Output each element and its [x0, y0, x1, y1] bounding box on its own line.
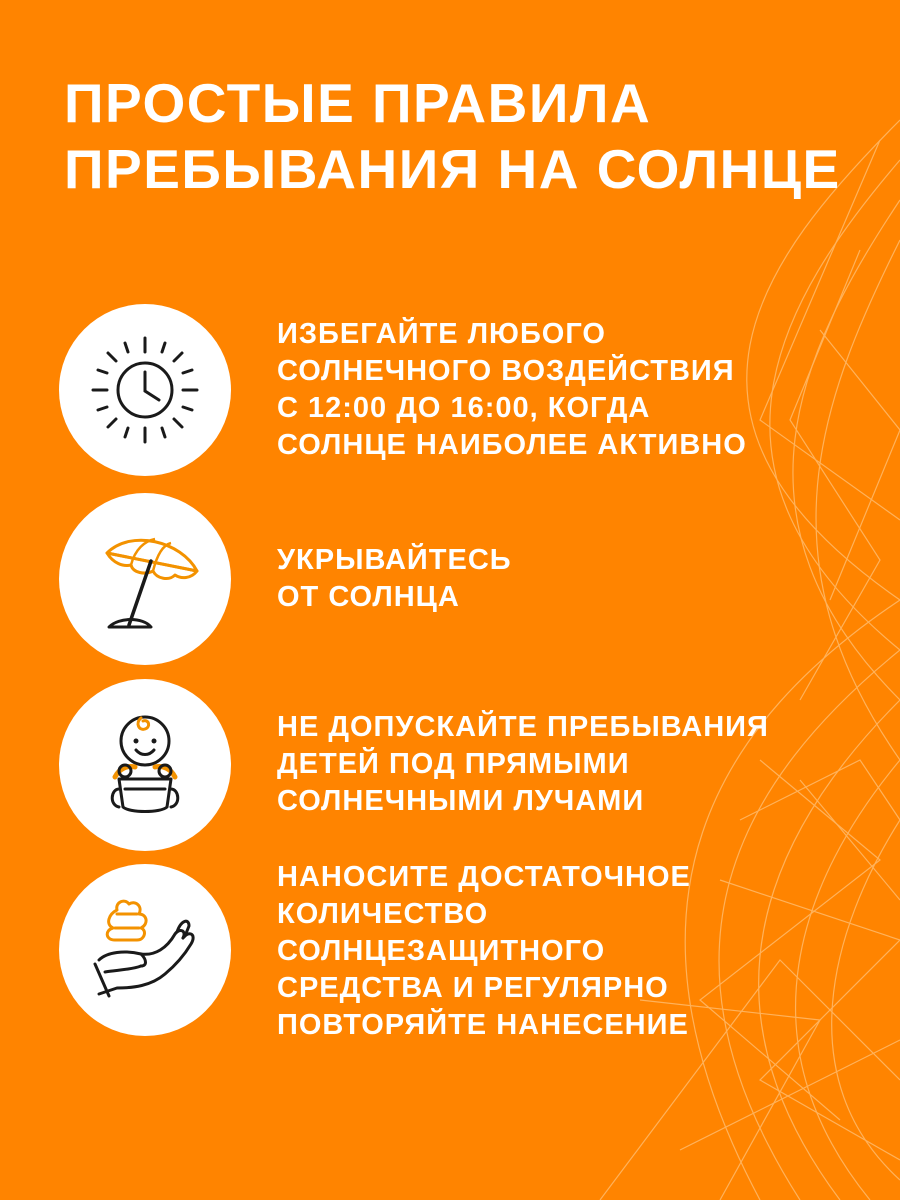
rule-text-line: ОТ СОЛНЦА [277, 581, 460, 613]
hand-cream-icon [85, 890, 205, 1010]
rule-text-line: ДЕТЕЙ ПОД ПРЯМЫМИ [277, 747, 630, 780]
rule-text [277, 861, 877, 1041]
title-line-1: ПРОСТЫЕ ПРАВИЛА [64, 72, 652, 134]
rule-icon-circle [59, 304, 231, 476]
rule-text-line: НАНОСИТЕ ДОСТАТОЧНОЕ [277, 860, 691, 893]
rule-item-apply-sunscreen [0, 858, 900, 1041]
rule-text-line: СОЛНЦЕ НАИБОЛЕЕ АКТИВНО [277, 429, 747, 461]
rule-item-protect-children [0, 668, 900, 848]
rule-item-take-shelter [0, 489, 900, 669]
rule-text-line: УКРЫВАЙТЕСЬ [277, 544, 512, 576]
rule-text [277, 300, 877, 480]
rule-text-line: СОЛНЕЧНЫМИ ЛУЧАМИ [277, 784, 645, 817]
rule-text-line: С 12:00 ДО 16:00, КОГДА [277, 392, 651, 424]
sun-clock-icon [85, 330, 205, 450]
rule-text-line: СОЛНЕЧНОГО ВОЗДЕЙСТВИЯ [277, 355, 735, 387]
baby-icon [85, 705, 205, 825]
page-title [64, 70, 864, 202]
rule-text [277, 489, 877, 669]
title-line-2: ПРЕБЫВАНИЯ НА СОЛНЦЕ [64, 138, 841, 200]
rule-text-line: СОЛНЦЕЗАЩИТНОГО [277, 934, 606, 967]
rule-text-line: СРЕДСТВА И РЕГУЛЯРНО [277, 971, 669, 1004]
rule-text-line: ПОВТОРЯЙТЕ НАНЕСЕНИЕ [277, 1008, 689, 1041]
rule-icon-circle [59, 864, 231, 1036]
rule-icon-circle [59, 493, 231, 665]
rule-item-avoid-sun [0, 300, 900, 480]
beach-umbrella-icon [85, 519, 205, 639]
rule-text [277, 674, 877, 854]
rule-text-line: КОЛИЧЕСТВО [277, 897, 489, 930]
rule-text-line: ИЗБЕГАЙТЕ ЛЮБОГО [277, 318, 606, 350]
rule-text-line: НЕ ДОПУСКАЙТЕ ПРЕБЫВАНИЯ [277, 710, 769, 743]
rule-icon-circle [59, 679, 231, 851]
